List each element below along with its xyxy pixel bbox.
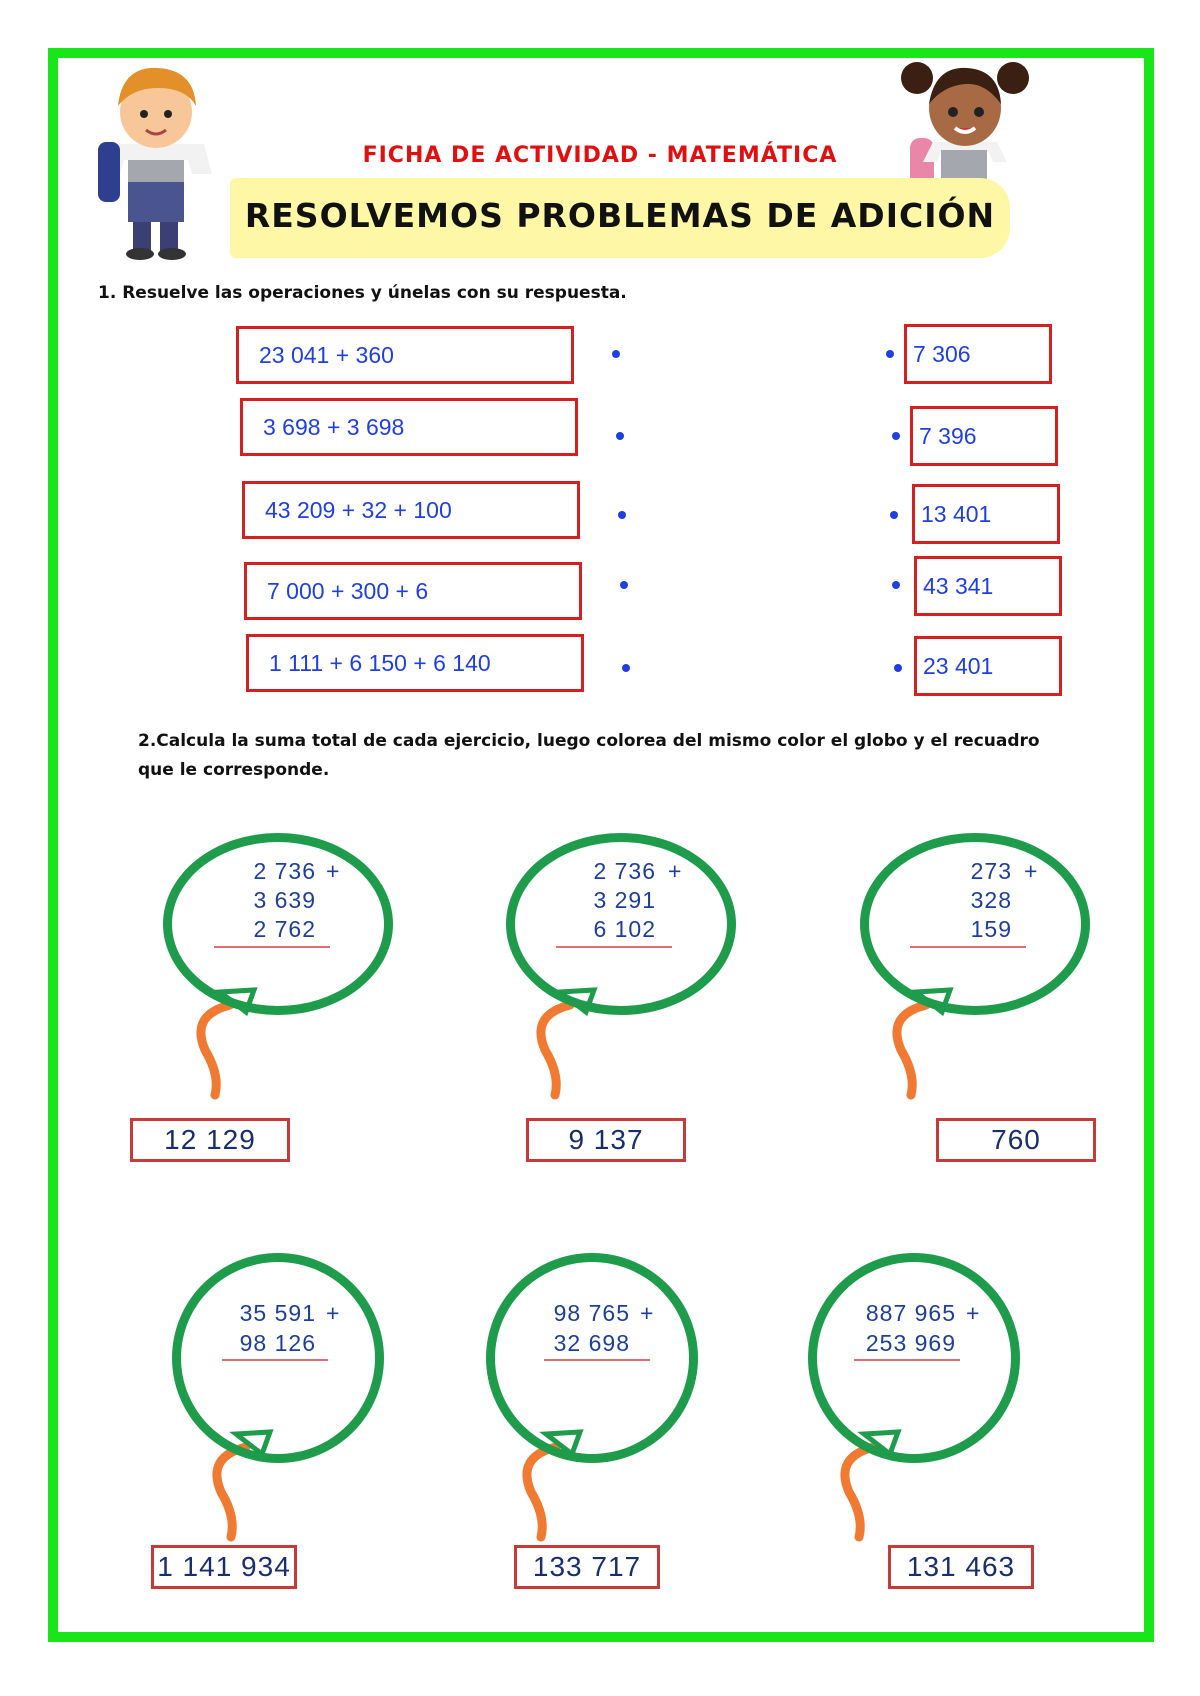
operation-box[interactable]: 23 041 + 360 xyxy=(236,326,574,384)
operation-box[interactable]: 1 111 + 6 150 + 6 140 xyxy=(246,634,584,692)
sum-line xyxy=(556,946,672,948)
right-connector-dot[interactable] xyxy=(892,432,900,440)
addend: 2 736 xyxy=(253,858,316,884)
sum-line xyxy=(854,1359,960,1361)
addend: 328 xyxy=(970,887,1012,913)
left-connector-dot[interactable] xyxy=(622,664,630,672)
plus-sign: + xyxy=(326,1300,340,1326)
plus-sign: + xyxy=(966,1300,980,1326)
operation-box[interactable]: 7 000 + 300 + 6 xyxy=(244,562,582,620)
left-connector-dot[interactable] xyxy=(616,432,624,440)
operation-box[interactable]: 3 698 + 3 698 xyxy=(240,398,578,456)
worksheet-subtitle: FICHA DE ACTIVIDAD - MATEMÁTICA xyxy=(362,143,838,168)
answer-box[interactable]: 7 306 xyxy=(904,324,1052,384)
left-connector-dot[interactable] xyxy=(618,511,626,519)
addend: 6 102 xyxy=(593,916,656,942)
addend: 32 698 xyxy=(553,1330,630,1356)
plus-sign: + xyxy=(326,858,340,884)
result-box[interactable]: 9 137 xyxy=(526,1118,686,1162)
exercise1-instruction: 1. Resuelve las operaciones y únelas con su respuesta. xyxy=(98,283,627,303)
right-connector-dot[interactable] xyxy=(894,664,902,672)
plus-sign: + xyxy=(640,1300,654,1326)
sum-line xyxy=(544,1359,650,1361)
addend: 35 591 xyxy=(239,1300,316,1326)
left-connector-dot[interactable] xyxy=(620,581,628,589)
answer-box[interactable]: 13 401 xyxy=(912,484,1060,544)
sum-line xyxy=(214,946,330,948)
addend: 2 736 xyxy=(593,858,656,884)
addend: 3 639 xyxy=(253,887,316,913)
exercise2-instruction: 2.Calcula la suma total de cada ejercicio, luego colorea del mismo color el globo y el recuadro xyxy=(138,731,1040,751)
result-box[interactable]: 12 129 xyxy=(130,1118,290,1162)
answer-box[interactable]: 43 341 xyxy=(914,556,1062,616)
addend: 98 765 xyxy=(553,1300,630,1326)
operation-box[interactable]: 43 209 + 32 + 100 xyxy=(242,481,580,539)
addend: 3 291 xyxy=(593,887,656,913)
right-connector-dot[interactable] xyxy=(890,511,898,519)
answer-box[interactable]: 23 401 xyxy=(914,636,1062,696)
balloon[interactable] xyxy=(486,1253,698,1463)
right-connector-dot[interactable] xyxy=(892,581,900,589)
exercise2-instruction-cont: que le corresponde. xyxy=(138,760,330,780)
balloon[interactable] xyxy=(808,1253,1020,1463)
answer-box[interactable]: 7 396 xyxy=(910,406,1058,466)
right-connector-dot[interactable] xyxy=(886,350,894,358)
worksheet-title: RESOLVEMOS PROBLEMAS DE ADICIÓN xyxy=(244,196,996,235)
addend: 253 969 xyxy=(865,1330,956,1356)
sum-line xyxy=(222,1359,328,1361)
addend: 887 965 xyxy=(865,1300,956,1326)
balloon[interactable] xyxy=(172,1253,384,1463)
result-box[interactable]: 1 141 934 xyxy=(151,1545,297,1589)
result-box[interactable]: 133 717 xyxy=(514,1545,660,1589)
addend: 98 126 xyxy=(239,1330,316,1356)
sum-line xyxy=(910,946,1026,948)
addend: 2 762 xyxy=(253,916,316,942)
left-connector-dot[interactable] xyxy=(612,350,620,358)
addend: 273 xyxy=(970,858,1012,884)
result-box[interactable]: 131 463 xyxy=(888,1545,1034,1589)
plus-sign: + xyxy=(668,858,682,884)
addend: 159 xyxy=(970,916,1012,942)
result-box[interactable]: 760 xyxy=(936,1118,1096,1162)
plus-sign: + xyxy=(1024,858,1038,884)
